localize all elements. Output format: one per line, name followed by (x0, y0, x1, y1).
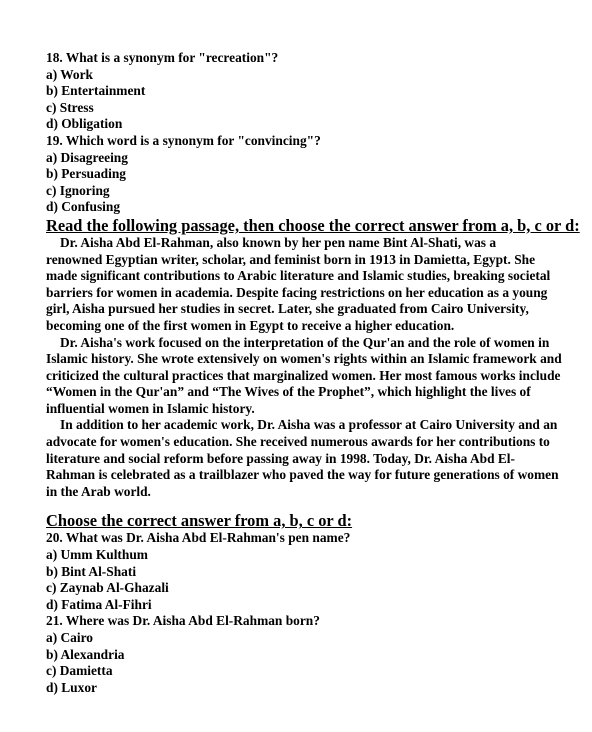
passage-paragraph-2 (46, 335, 592, 418)
option-18d: d) Obligation (46, 116, 123, 132)
option-20d: d) Fatima Al-Fihri (46, 596, 152, 612)
option-18c: c) Stress (46, 99, 94, 115)
option-19b: b) Persuading (46, 166, 126, 182)
passage-line: literature and social reform before passing away in 1998. Today, Dr. Aisha Abd El- (46, 450, 515, 466)
question-21: 21. Where was Dr. Aisha Abd El-Rahman born? (46, 613, 320, 629)
passage-line: girl, Aisha pursued her studies in secret. Later, she graduated from Cairo University, (46, 301, 529, 317)
passage-line: Dr. Aisha Abd El-Rahman, also known by her pen name Bint Al-Shati, was a (60, 234, 497, 250)
passage-line: criticized the cultural practices that marginalized women. Her most famous works include (46, 367, 561, 383)
passage-paragraph-1 (46, 235, 592, 335)
question-18-block (46, 50, 592, 133)
passage-line: Rahman is celebrated as a trailblazer who paved the way for future generations of women (46, 467, 559, 483)
option-19a: a) Disagreeing (46, 149, 128, 165)
passage-line: “Women in the Qur'an” and “The Wives of the Prophet”, which highlight the lives of (46, 384, 531, 400)
passage-line: influential women in Islamic history. (46, 400, 255, 416)
option-19c: c) Ignoring (46, 182, 110, 198)
passage-line: made significant contributions to Arabic literature and Islamic studies, breaking societal (46, 268, 551, 284)
option-21c: c) Damietta (46, 663, 113, 679)
passage-line: renowned Egyptian writer, scholar, and feminist born in 1913 in Damietta, Egypt. She (46, 251, 536, 267)
option-18a: a) Work (46, 66, 93, 82)
option-21b: b) Alexandria (46, 646, 125, 662)
passage-line: advocate for women's education. She received numerous awards for her contributions to (46, 434, 550, 450)
question-21-block (46, 613, 592, 696)
passage-heading: Read the following passage, then choose the correct answer from a, b, c or d: (46, 215, 580, 235)
spacer (46, 500, 592, 511)
question-19-block (46, 133, 592, 216)
choose-heading: Choose the correct answer from a, b, c or d: (46, 511, 353, 531)
passage-line: Dr. Aisha's work focused on the interpretation of the Qur'an and the role of women in (60, 334, 550, 350)
option-21d: d) Luxor (46, 679, 97, 695)
option-20b: b) Bint Al-Shati (46, 563, 137, 579)
option-19d: d) Confusing (46, 199, 121, 215)
passage-paragraph-3 (46, 417, 592, 500)
document-content (46, 50, 592, 696)
question-18: 18. What is a synonym for "recreation"? (46, 50, 279, 65)
option-21a: a) Cairo (46, 630, 93, 645)
option-20c: c) Zaynab Al-Ghazali (46, 580, 169, 596)
passage-line: barriers for women in academia. Despite facing restrictions on her education as a young (46, 284, 548, 300)
passage-line: in the Arab world. (46, 483, 151, 499)
passage-line: Islamic history. She wrote extensively on women's rights within an Islamic framework and (46, 351, 562, 367)
passage-line: becoming one of the first women in Egypt to receive a higher education. (46, 317, 455, 333)
question-20-block (46, 530, 592, 613)
option-18b: b) Entertainment (46, 83, 146, 99)
option-20a: a) Umm Kulthum (46, 547, 148, 563)
question-20: 20. What was Dr. Aisha Abd El-Rahman's pen name? (46, 530, 351, 546)
question-19: 19. Which word is a synonym for "convincing"? (46, 132, 321, 148)
passage-line: In addition to her academic work, Dr. Aisha was a professor at Cairo University and an (60, 417, 558, 433)
